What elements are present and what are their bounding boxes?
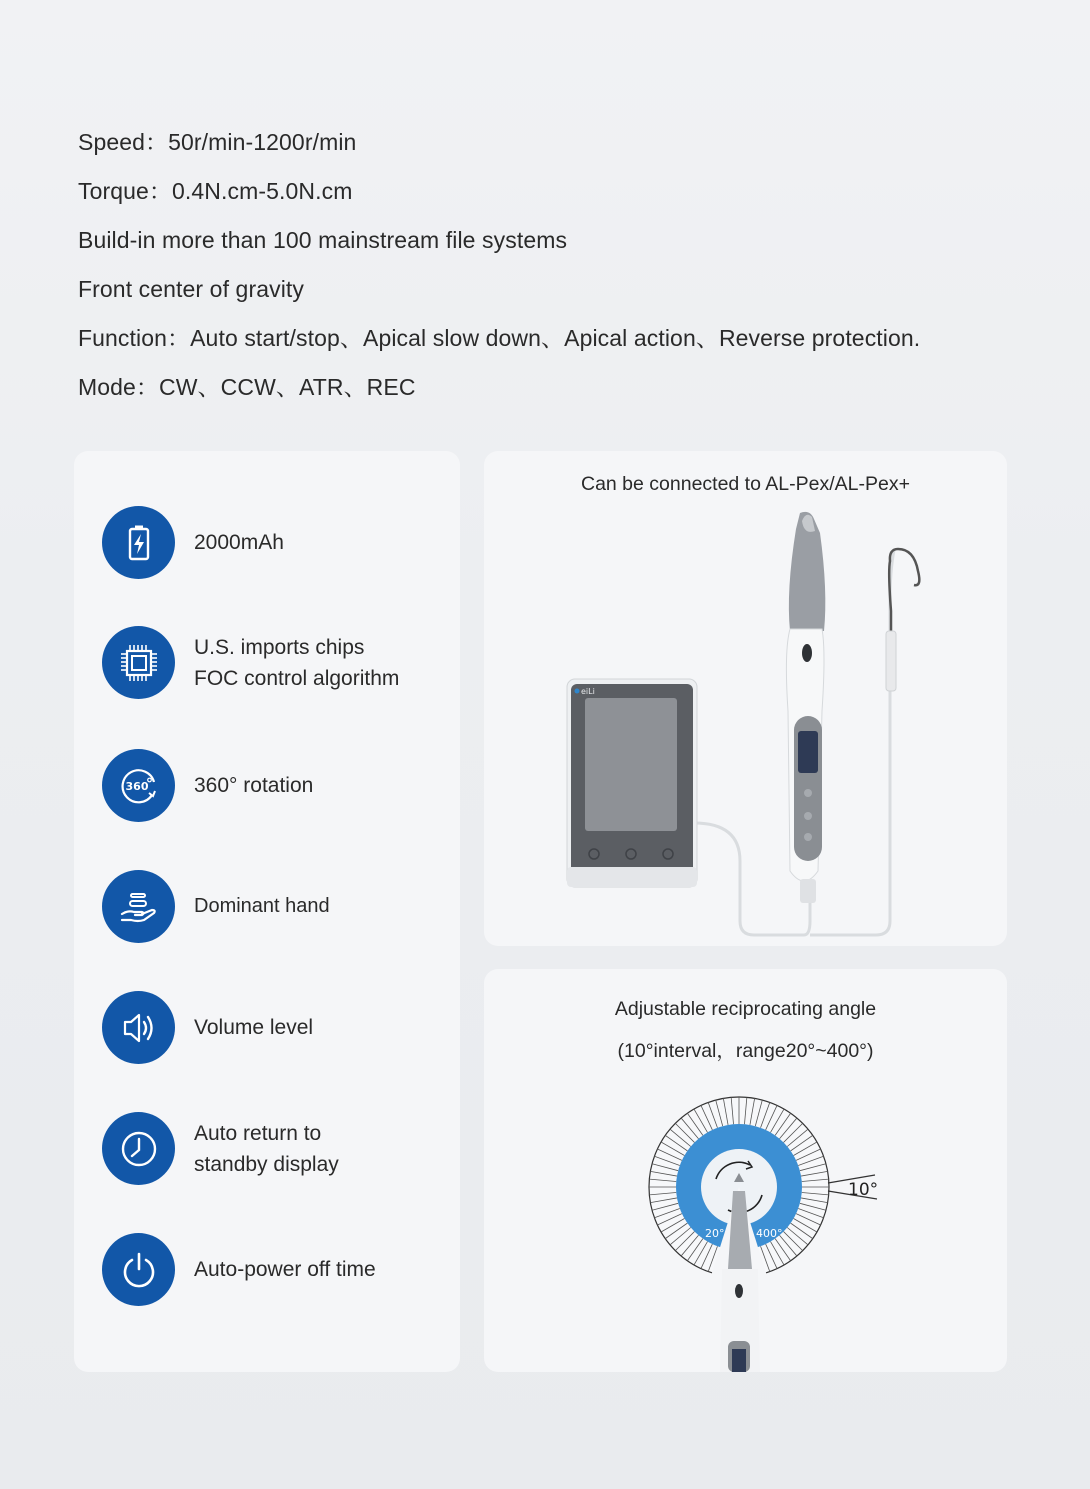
device-caption: Can be connected to AL-Pex/AL-Pex+ bbox=[580, 473, 910, 495]
spec-function: Function：Auto start/stop、Apical slow down、Apical action、Reverse protection. bbox=[78, 325, 921, 351]
feature-dominant-hand bbox=[102, 870, 330, 943]
angle-card bbox=[484, 969, 1007, 1372]
feature-dominant-hand-label: Dominant hand bbox=[194, 895, 330, 917]
device-card bbox=[484, 451, 1007, 946]
feature-chip-label: U.S. imports chips FOC control algorithm bbox=[194, 635, 400, 690]
angle-label-10: 10° bbox=[848, 1180, 879, 1200]
volume-icon bbox=[102, 991, 175, 1064]
chip-icon bbox=[102, 626, 175, 699]
rotation-icon-text: 360 bbox=[125, 779, 148, 793]
feature-volume bbox=[102, 991, 313, 1064]
angle-label-400: 400° bbox=[756, 1227, 783, 1240]
clock-icon bbox=[102, 1112, 175, 1185]
battery-icon bbox=[102, 506, 175, 579]
device-brand-text: eiLi bbox=[581, 687, 595, 696]
spec-torque: Torque：0.4N.cm-5.0N.cm bbox=[78, 178, 353, 204]
feature-standby-label: Auto return to standby display bbox=[194, 1121, 339, 1176]
angle-caption-line1: Adjustable reciprocating angle bbox=[614, 998, 877, 1020]
angle-dial bbox=[484, 969, 1007, 1372]
spec-file-systems: Build-in more than 100 mainstream file systems bbox=[78, 227, 568, 253]
features-card bbox=[74, 451, 460, 1372]
feature-battery bbox=[102, 506, 284, 579]
spec-center-gravity: Front center of gravity bbox=[78, 276, 304, 302]
feature-volume-label: Volume level bbox=[194, 1016, 314, 1039]
feature-chip bbox=[102, 626, 399, 699]
feature-power-off-label: Auto-power off time bbox=[194, 1258, 376, 1281]
rotation-360-icon bbox=[102, 749, 175, 822]
feature-power-off bbox=[102, 1233, 376, 1306]
feature-battery-label: 2000mAh bbox=[194, 531, 284, 554]
device-illustration bbox=[484, 451, 1007, 946]
feature-rotation-label: 360° rotation bbox=[194, 774, 314, 797]
dominant-hand-icon bbox=[102, 870, 175, 943]
feature-rotation bbox=[102, 749, 313, 822]
feature-standby bbox=[102, 1112, 339, 1185]
spec-speed: Speed：50r/min-1200r/min bbox=[78, 129, 357, 155]
power-icon bbox=[102, 1233, 175, 1306]
angle-caption-line2: (10°interval，range20°~400°) bbox=[617, 1040, 874, 1062]
spec-mode: Mode：CW、CCW、ATR、REC bbox=[78, 374, 416, 400]
spec-list bbox=[78, 118, 920, 412]
angle-label-20: 20° bbox=[705, 1227, 725, 1240]
